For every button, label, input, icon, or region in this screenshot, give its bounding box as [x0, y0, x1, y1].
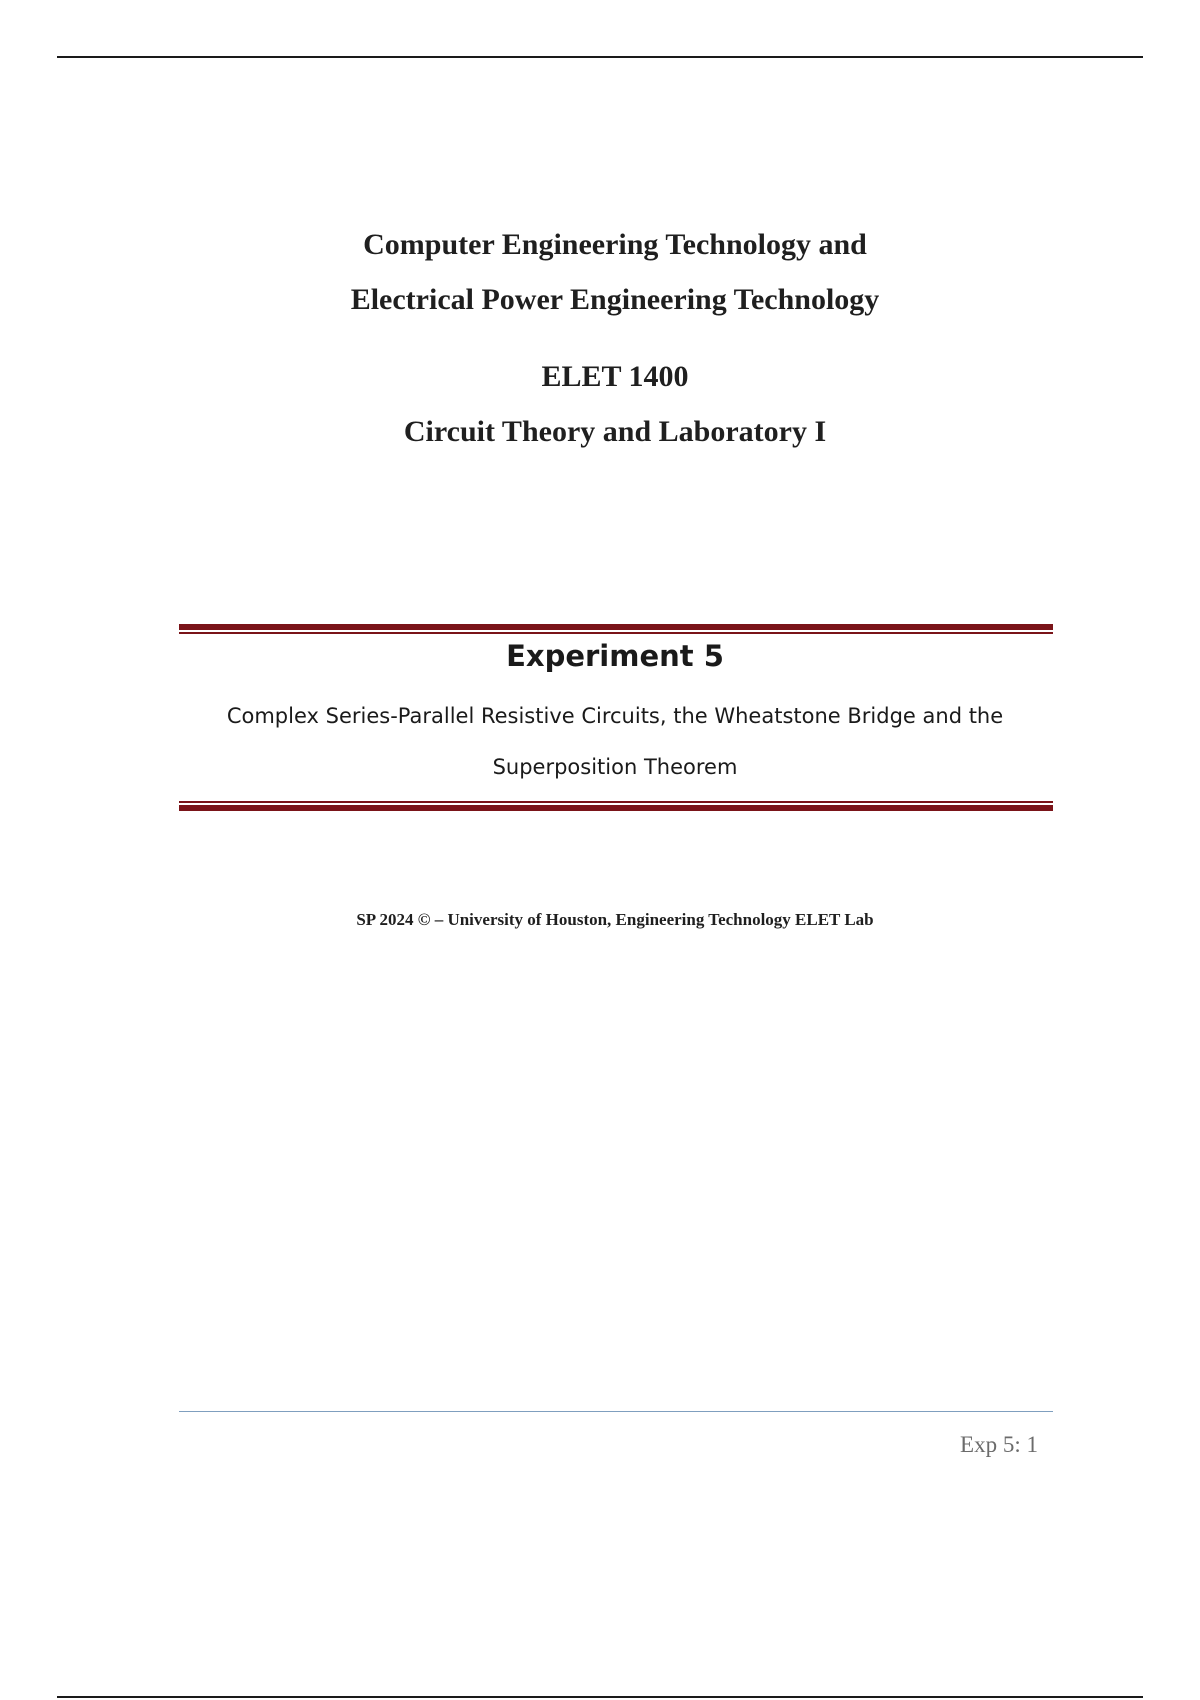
course-code: ELET 1400 — [541, 360, 689, 393]
experiment-band-top — [179, 624, 1053, 634]
band-thick-line — [179, 624, 1053, 630]
page-number: Exp 5: 1 — [960, 1432, 1038, 1457]
course-title: Circuit Theory and Laboratory I — [403, 415, 827, 448]
department-line-1: Computer Engineering Technology and — [363, 228, 867, 261]
experiment-subtitle-line-2: Superposition Theorem — [492, 755, 738, 779]
experiment-title: Experiment 5 — [506, 639, 724, 673]
band-thin-line — [179, 632, 1053, 634]
page-top-rule — [57, 56, 1143, 58]
band-thin-line — [179, 801, 1053, 803]
footer-rule — [179, 1411, 1053, 1412]
experiment-band-bottom — [179, 801, 1053, 811]
experiment-subtitle-line-1: Complex Series-Parallel Resistive Circuits, the Wheatstone Bridge and the — [226, 704, 1004, 728]
copyright-notice: SP 2024 © – University of Houston, Engineering Technology ELET Lab — [356, 910, 874, 929]
page-bottom-rule — [57, 1696, 1143, 1698]
band-thick-line — [179, 805, 1053, 811]
department-line-2: Electrical Power Engineering Technology — [350, 283, 880, 316]
